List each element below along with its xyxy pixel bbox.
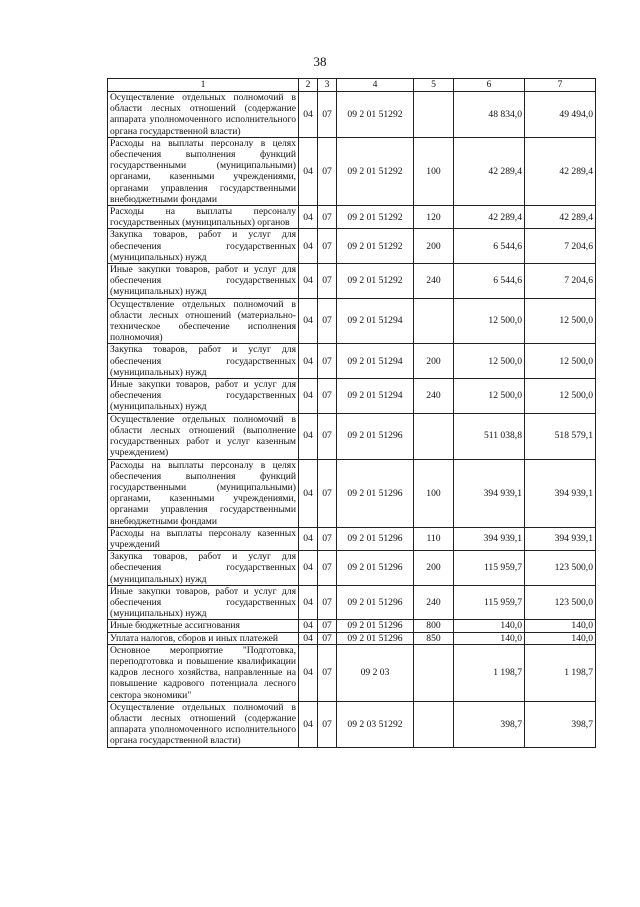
cell-target-code: 09 2 01 51292	[337, 92, 414, 138]
cell-amount-year-1: 6 544,6	[454, 264, 525, 299]
cell-subsection: 07	[318, 344, 337, 379]
cell-target-code: 09 2 01 51296	[337, 527, 414, 550]
table-row	[108, 92, 596, 138]
cell-expense-type: 800	[414, 620, 454, 632]
row-name: Осуществление отдельных полномочий в области лесных отношений (материально-техническое обеспечение исполнения полномочия)	[108, 298, 299, 344]
cell-target-code: 09 2 01 51296	[337, 632, 414, 644]
cell-amount-year-1: 6 544,6	[454, 229, 525, 264]
cell-target-code: 09 2 01 51292	[337, 264, 414, 299]
cell-amount-year-2: 140,0	[525, 632, 596, 644]
table-row	[108, 701, 596, 747]
cell-amount-year-2: 1 198,7	[525, 644, 596, 701]
table-row	[108, 551, 596, 586]
table-row	[108, 632, 596, 644]
row-name: Основное мероприятие "Подготовка, переподготовка и повышение квалификации кадров лесного хозяйства, направленные на повышение кадрового потенциала лесного сектора экономики"	[108, 644, 299, 701]
cell-amount-year-1: 511 038,8	[454, 413, 525, 459]
table-row	[108, 644, 596, 701]
cell-amount-year-1: 398,7	[454, 701, 525, 747]
cell-amount-year-2: 12 500,0	[525, 344, 596, 379]
cell-amount-year-1: 1 198,7	[454, 644, 525, 701]
cell-amount-year-2: 42 289,4	[525, 137, 596, 205]
cell-expense-type: 200	[414, 229, 454, 264]
cell-subsection: 07	[318, 644, 337, 701]
cell-target-code: 09 2 01 51294	[337, 379, 414, 414]
cell-section: 04	[299, 620, 318, 632]
cell-expense-type: 850	[414, 632, 454, 644]
cell-section: 04	[299, 459, 318, 527]
cell-section: 04	[299, 701, 318, 747]
cell-expense-type	[414, 298, 454, 344]
cell-subsection: 07	[318, 264, 337, 299]
cell-amount-year-2: 394 939,1	[525, 527, 596, 550]
cell-target-code: 09 2 01 51294	[337, 344, 414, 379]
cell-amount-year-2: 12 500,0	[525, 298, 596, 344]
cell-expense-type	[414, 701, 454, 747]
cell-subsection: 07	[318, 413, 337, 459]
table-row	[108, 137, 596, 205]
column-header: 1	[108, 79, 299, 92]
column-header: 6	[454, 79, 525, 92]
cell-section: 04	[299, 551, 318, 586]
cell-expense-type	[414, 92, 454, 138]
cell-subsection: 07	[318, 632, 337, 644]
cell-amount-year-2: 49 494,0	[525, 92, 596, 138]
row-name: Осуществление отдельных полномочий в области лесных отношений (содержание аппарата уполномоченного исполнительного органа государственной власти)	[108, 92, 299, 138]
cell-target-code: 09 2 01 51296	[337, 459, 414, 527]
budget-table	[107, 78, 596, 748]
cell-subsection: 07	[318, 379, 337, 414]
cell-subsection: 07	[318, 527, 337, 550]
cell-amount-year-1: 140,0	[454, 632, 525, 644]
page-number: 38	[313, 54, 327, 69]
cell-amount-year-2: 12 500,0	[525, 379, 596, 414]
cell-target-code: 09 2 03	[337, 644, 414, 701]
column-header: 5	[414, 79, 454, 92]
cell-section: 04	[299, 527, 318, 550]
column-header: 7	[525, 79, 596, 92]
cell-amount-year-1: 48 834,0	[454, 92, 525, 138]
table-row	[108, 413, 596, 459]
cell-amount-year-2: 140,0	[525, 620, 596, 632]
cell-amount-year-1: 394 939,1	[454, 459, 525, 527]
cell-subsection: 07	[318, 585, 337, 620]
cell-subsection: 07	[318, 701, 337, 747]
table-row	[108, 527, 596, 550]
cell-section: 04	[299, 644, 318, 701]
row-name: Расходы на выплаты персоналу казенных учреждений	[108, 527, 299, 550]
cell-section: 04	[299, 264, 318, 299]
column-header: 4	[337, 79, 414, 92]
cell-target-code: 09 2 01 51292	[337, 229, 414, 264]
cell-subsection: 07	[318, 298, 337, 344]
column-header: 3	[318, 79, 337, 92]
cell-target-code: 09 2 01 51292	[337, 137, 414, 205]
row-name: Расходы на выплаты персоналу в целях обеспечения выполнения функций государственными (муниципальными) органами, казенными учреждениями, органами управления государственными внебюджетными фондами	[108, 137, 299, 205]
row-name: Иные закупки товаров, работ и услуг для обеспечения государственных (муниципальных) нужд	[108, 585, 299, 620]
row-name: Закупка товаров, работ и услуг для обеспечения государственных (муниципальных) нужд	[108, 344, 299, 379]
row-name: Иные закупки товаров, работ и услуг для обеспечения государственных (муниципальных) нужд	[108, 379, 299, 414]
row-name: Расходы на выплаты персоналу в целях обеспечения выполнения функций государственными (муниципальными) органами, казенными учреждениями, органами управления государственными внебюджетными фондами	[108, 459, 299, 527]
cell-target-code: 09 2 01 51296	[337, 413, 414, 459]
table-row	[108, 379, 596, 414]
cell-amount-year-1: 12 500,0	[454, 379, 525, 414]
cell-expense-type: 200	[414, 344, 454, 379]
cell-expense-type: 100	[414, 459, 454, 527]
cell-target-code: 09 2 01 51292	[337, 206, 414, 229]
cell-amount-year-2: 518 579,1	[525, 413, 596, 459]
row-name: Закупка товаров, работ и услуг для обеспечения государственных (муниципальных) нужд	[108, 551, 299, 586]
cell-expense-type: 110	[414, 527, 454, 550]
cell-expense-type: 120	[414, 206, 454, 229]
cell-subsection: 07	[318, 459, 337, 527]
cell-subsection: 07	[318, 620, 337, 632]
table-row	[108, 459, 596, 527]
cell-target-code: 09 2 03 51292	[337, 701, 414, 747]
table-row	[108, 620, 596, 632]
table-row	[108, 344, 596, 379]
cell-expense-type: 240	[414, 379, 454, 414]
cell-amount-year-2: 7 204,6	[525, 229, 596, 264]
table-row	[108, 298, 596, 344]
cell-amount-year-2: 398,7	[525, 701, 596, 747]
row-name: Иные бюджетные ассигнования	[108, 620, 299, 632]
cell-section: 04	[299, 137, 318, 205]
cell-amount-year-1: 42 289,4	[454, 206, 525, 229]
cell-target-code: 09 2 01 51296	[337, 585, 414, 620]
cell-section: 04	[299, 92, 318, 138]
cell-subsection: 07	[318, 92, 337, 138]
cell-amount-year-1: 115 959,7	[454, 585, 525, 620]
cell-amount-year-1: 115 959,7	[454, 551, 525, 586]
column-header: 2	[299, 79, 318, 92]
table-row	[108, 264, 596, 299]
table-row	[108, 206, 596, 229]
cell-subsection: 07	[318, 206, 337, 229]
cell-section: 04	[299, 298, 318, 344]
cell-section: 04	[299, 344, 318, 379]
cell-expense-type: 240	[414, 264, 454, 299]
table-row	[108, 585, 596, 620]
cell-section: 04	[299, 632, 318, 644]
cell-expense-type: 200	[414, 551, 454, 586]
cell-amount-year-2: 7 204,6	[525, 264, 596, 299]
cell-target-code: 09 2 01 51296	[337, 620, 414, 632]
cell-section: 04	[299, 379, 318, 414]
cell-amount-year-1: 140,0	[454, 620, 525, 632]
cell-amount-year-2: 42 289,4	[525, 206, 596, 229]
header-row	[108, 79, 596, 92]
cell-amount-year-1: 12 500,0	[454, 344, 525, 379]
cell-section: 04	[299, 413, 318, 459]
cell-amount-year-2: 123 500,0	[525, 585, 596, 620]
cell-expense-type	[414, 644, 454, 701]
cell-expense-type: 100	[414, 137, 454, 205]
cell-subsection: 07	[318, 551, 337, 586]
row-name: Осуществление отдельных полномочий в области лесных отношений (содержание аппарата уполномоченного исполнительного органа государственной власти)	[108, 701, 299, 747]
cell-subsection: 07	[318, 229, 337, 264]
cell-amount-year-2: 394 939,1	[525, 459, 596, 527]
row-name: Осуществление отдельных полномочий в области лесных отношений (выполнение государственных работ и услуг казенным учреждением)	[108, 413, 299, 459]
cell-amount-year-1: 42 289,4	[454, 137, 525, 205]
cell-target-code: 09 2 01 51296	[337, 551, 414, 586]
row-name: Иные закупки товаров, работ и услуг для обеспечения государственных (муниципальных) нужд	[108, 264, 299, 299]
cell-expense-type: 240	[414, 585, 454, 620]
cell-expense-type	[414, 413, 454, 459]
row-name: Уплата налогов, сборов и иных платежей	[108, 632, 299, 644]
table-row	[108, 229, 596, 264]
cell-target-code: 09 2 01 51294	[337, 298, 414, 344]
cell-amount-year-1: 12 500,0	[454, 298, 525, 344]
cell-section: 04	[299, 585, 318, 620]
cell-section: 04	[299, 206, 318, 229]
cell-subsection: 07	[318, 137, 337, 205]
row-name: Расходы на выплаты персоналу государственных (муниципальных) органов	[108, 206, 299, 229]
row-name: Закупка товаров, работ и услуг для обеспечения государственных (муниципальных) нужд	[108, 229, 299, 264]
cell-section: 04	[299, 229, 318, 264]
cell-amount-year-2: 123 500,0	[525, 551, 596, 586]
cell-amount-year-1: 394 939,1	[454, 527, 525, 550]
